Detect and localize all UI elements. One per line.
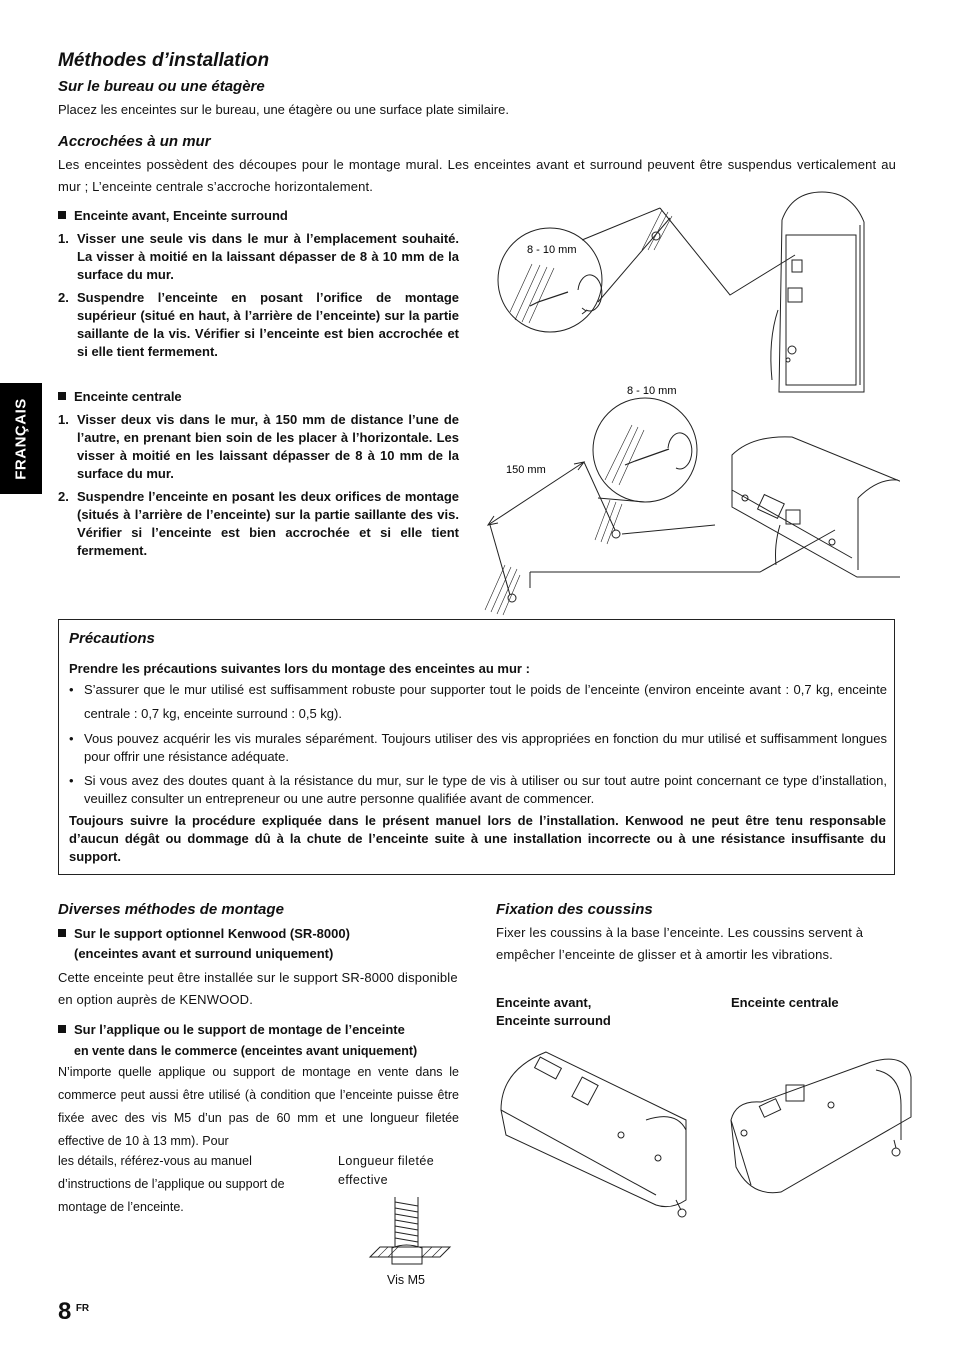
bullet-icon: • bbox=[69, 773, 74, 788]
desk-text: Placez les enceintes sur le bureau, une étagère ou une surface plate similaire. bbox=[58, 102, 509, 117]
bracket-title-line2: en vente dans le commerce (enceintes avant uniquement) bbox=[74, 1044, 418, 1058]
screw-diagram bbox=[360, 1192, 470, 1272]
screw-label: Vis M5 bbox=[387, 1273, 425, 1287]
wall-mount-illustration bbox=[470, 180, 900, 620]
step-text: Suspendre l’enceinte en posant l’orifice de montage supérieur (situé en haut, à l’arrière de l’enceinte) sur la partie saillante de la vis. Vérifier si l’enceinte est bien accrochée et si elle tient fermement. bbox=[77, 290, 459, 359]
center-step-1 bbox=[58, 411, 459, 483]
language-tab bbox=[0, 383, 42, 494]
page-title: Méthodes d’installation bbox=[58, 50, 270, 71]
wall-heading: Accrochées à un mur bbox=[58, 133, 211, 150]
step-number: 1. bbox=[58, 231, 69, 246]
front-step-1 bbox=[58, 230, 459, 284]
wall-hatch-icon bbox=[510, 264, 554, 323]
precautions-intro: Prendre les précautions suivantes lors du montage des enceintes au mur : bbox=[69, 661, 530, 676]
front-speaker-bottom-icon bbox=[501, 1052, 686, 1217]
precautions-outro: Toujours suivre la procédure expliquée dans le présent manuel lors de l’installation. Kenwood ne peut être tenu responsable d’aucun dégât ou dommage dû à la chute de l’enceinte suite à une installation incorrecte ou à une résistance insuffisante du support. bbox=[69, 813, 886, 864]
center-steps bbox=[58, 411, 459, 560]
page-number-value: 8 bbox=[58, 1298, 72, 1325]
screw-head-icon bbox=[652, 232, 660, 240]
screw-icon bbox=[530, 292, 568, 306]
bracket-title-line1: Sur l’applique ou le support de montage de l’enceinte bbox=[74, 1022, 405, 1037]
square-bullet-icon bbox=[58, 211, 66, 219]
fig-label-150: 150 mm bbox=[506, 464, 546, 476]
wall-text: Les enceintes possèdent des découpes pour le montage mural. Les enceintes avant et surround peuvent être suspendus verticalement au mur ; L’enceinte centrale s’accroche horizontalement. bbox=[58, 157, 896, 194]
precautions-heading: Précautions bbox=[69, 630, 155, 647]
step-text: Visser une seule vis dans le mur à l’emplacement souhaité. La visser à moitié en la laissant dépasser de 8 à 10 mm de la surface du mur. bbox=[77, 231, 459, 282]
step-number: 1. bbox=[58, 412, 69, 427]
screw-thread-icon bbox=[395, 1202, 418, 1242]
front-speaker-icon bbox=[771, 192, 864, 392]
square-bullet-icon bbox=[58, 392, 66, 400]
center-title bbox=[58, 388, 460, 406]
page-lang: FR bbox=[75, 1303, 90, 1314]
cushion-label-center: Enceinte centrale bbox=[731, 995, 839, 1010]
bracket-title bbox=[58, 1019, 463, 1062]
stand-title bbox=[58, 924, 460, 964]
bullet-icon: • bbox=[69, 731, 74, 746]
language-tab-label: FRANÇAIS bbox=[12, 397, 30, 480]
front-title-text: Enceinte avant, Enceinte surround bbox=[74, 208, 288, 223]
step-number: 2. bbox=[58, 489, 69, 504]
pointer-line bbox=[660, 208, 795, 295]
thread-label: Longueur filetée effective bbox=[338, 1154, 435, 1187]
magnify-circle-mid bbox=[593, 398, 697, 502]
wall-hatch-icon bbox=[485, 500, 622, 615]
rotate-arrow-icon bbox=[668, 433, 692, 469]
precaution-item bbox=[59, 730, 887, 766]
stand-text: Cette enceinte peut être installée sur le support SR-8000 disponible en option auprès de KENWOOD. bbox=[58, 970, 458, 1007]
precaution-text: Si vous avez des doutes quant à la résistance du mur, sur le type de vis à utiliser ou sur tout autre point concernant ce type d’installation, veuillez consulter un entrepreneur ou une autre personne qualifiée avant de commencer. bbox=[84, 773, 887, 806]
precaution-text: S’assurer que le mur utilisé est suffisamment robuste pour supporter tout le poids de l’enceinte (environ enceinte avant : 0,7 kg, enceinte centrale : 0,7 kg, enceinte surround : 0,5 kg). bbox=[84, 682, 887, 721]
screw-head-icon bbox=[508, 594, 516, 602]
precaution-item bbox=[59, 678, 887, 726]
precaution-text: Vous pouvez acquérir les vis murales séparément. Toujours utiliser des vis appropriées en fonction du mur utilisé et suffisamment longues pour offrir une résistance adéquate. bbox=[84, 731, 887, 764]
cushions-text: Fixer les coussins à la base l’enceinte. Les coussins servent à empêcher l’enceinte de glisser et à amortir les vibrations. bbox=[496, 925, 864, 962]
precaution-item bbox=[59, 772, 887, 808]
center-title-text: Enceinte centrale bbox=[74, 389, 182, 404]
page-number bbox=[58, 1298, 89, 1326]
mounting-heading: Diverses méthodes de montage bbox=[58, 901, 284, 918]
front-steps bbox=[58, 230, 459, 361]
rotate-arrow-icon bbox=[578, 275, 602, 311]
stand-title-line2: (enceintes avant et surround uniquement) bbox=[74, 946, 334, 961]
stand-title-line1: Sur le support optionnel Kenwood (SR-8000) bbox=[74, 926, 350, 941]
desk-heading: Sur le bureau ou une étagère bbox=[58, 78, 265, 95]
pointer-line bbox=[530, 530, 835, 572]
front-step-2 bbox=[58, 289, 459, 361]
step-number: 2. bbox=[58, 290, 69, 305]
square-bullet-icon bbox=[58, 1025, 66, 1033]
fig-label-mid: 8 - 10 mm bbox=[627, 385, 677, 397]
cushion-label-front: Enceinte avant, Enceinte surround bbox=[496, 995, 611, 1028]
fig-label-top: 8 - 10 mm bbox=[527, 244, 577, 256]
cushions-heading: Fixation des coussins bbox=[496, 901, 653, 918]
step-text: Visser deux vis dans le mur, à 150 mm de distance l’une de l’autre, en prenant bien soin de les placer à l’horizontale. Les visser à moitié en les laissant dépasser de 8 à 10 mm de la surface du mur. bbox=[77, 412, 459, 481]
front-title bbox=[58, 207, 460, 225]
screw-head-icon bbox=[612, 530, 620, 538]
step-text: Suspendre l’enceinte en posant les deux orifices de montage (situés à l’arrière de l’enceinte) sur la partie saillante des vis. Vérifier si l’enceinte est bien accrochée et si elle tient fermement. bbox=[77, 489, 459, 558]
bracket-text: N’importe quelle applique ou support de montage en vente dans le commerce peut aussi être utilisé (à condition que l’enceinte puisse être fixée avec des vis M5 d’un pas de 60 mm et une longueur filetée effective de 10 à 13 mm). Pour bbox=[58, 1065, 459, 1148]
bullet-icon: • bbox=[69, 682, 74, 697]
square-bullet-icon bbox=[58, 929, 66, 937]
center-step-2 bbox=[58, 488, 459, 560]
center-speaker-icon bbox=[732, 437, 900, 577]
center-speaker-bottom-icon bbox=[731, 1059, 911, 1193]
bracket-text-narrow: les détails, référez-vous au manuel d’instructions de l’applique ou support de montage de l’enceinte. bbox=[58, 1154, 285, 1214]
cushion-illustration bbox=[496, 1040, 916, 1220]
precautions-list bbox=[59, 678, 887, 808]
precautions-box bbox=[58, 619, 895, 875]
